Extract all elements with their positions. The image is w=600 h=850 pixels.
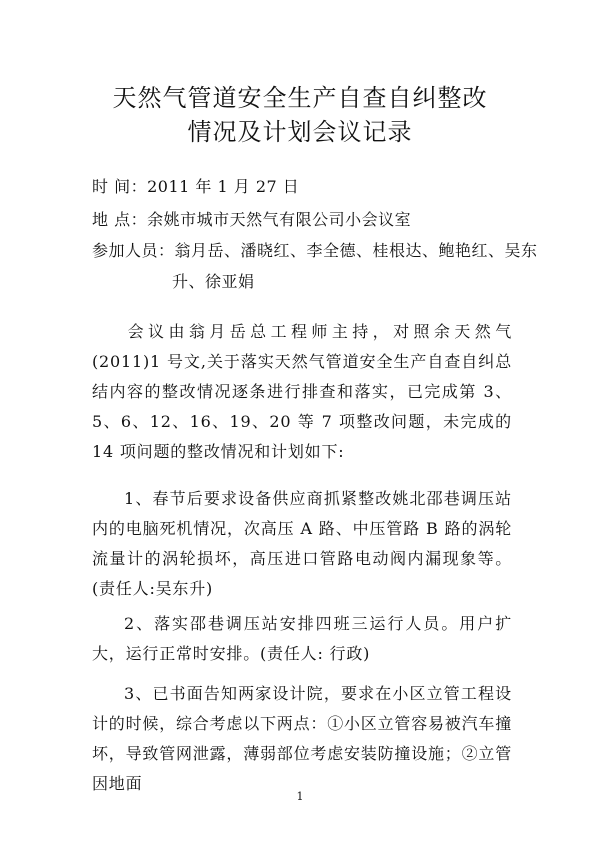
place-value: 余姚市城市天然气有限公司小会议室 [147,210,412,229]
attendees-label: 参加人员： [92,241,175,260]
paragraph-item-3 [92,679,513,793]
place-label: 地 点： [92,210,148,229]
paragraph-item-1 [92,484,512,604]
meeting-attendees [92,238,538,261]
attendees-list-line-2: 升、徐亚娟 [172,272,255,291]
paragraph-item-3-text: 3、已书面告知两家设计院，要求在小区立管工程设计的时候，综合考虑以下两点：①小区立管容易被汽车撞坏，导致管网泄露，薄弱部位考虑安装防撞设施；②立管因地面 [92,684,513,793]
meeting-time [92,174,299,197]
meeting-place [92,207,411,230]
document-title-line-1: 天然气管道安全生产自查自纠整改 [112,84,488,112]
attendees-list-line-1: 翁月岳、潘晓红、李全德、桂根达、鲍艳红、吴东 [174,241,538,260]
page-number: 1 [296,790,304,803]
paragraph-item-1-text: 1、春节后要求设备供应商抓紧整改姚北邵巷调压站内的电脑死机情况，次高压 A 路、中压管路 B 路的涡轮流量计的涡轮损坏，高压进口管路电动阀内漏现象等。(责任人:吴东升) [92,489,512,598]
paragraph-intro-text: 会议由翁月岳总工程师主持，对照余天然气(2011)1 号文,关于落实天然气管道安全生产自查自纠总结内容的整改情况逐条进行排查和落实，已完成第 3、5、6、12、16、19、20 等 7 项整改问题，未完成的 14 项问题的整改情况和计划如下: [92,322,512,461]
paragraph-intro [92,317,512,467]
document-title-line-2: 情况及计划会议记录 [187,118,413,146]
paragraph-item-2 [92,609,512,669]
time-label: 时 间： [92,177,148,196]
time-value: 2011 年 1 月 27 日 [147,177,300,196]
paragraph-item-2-text: 2、落实邵巷调压站安排四班三运行人员。用户扩大，运行正常时安排。(责任人: 行政) [92,614,512,663]
